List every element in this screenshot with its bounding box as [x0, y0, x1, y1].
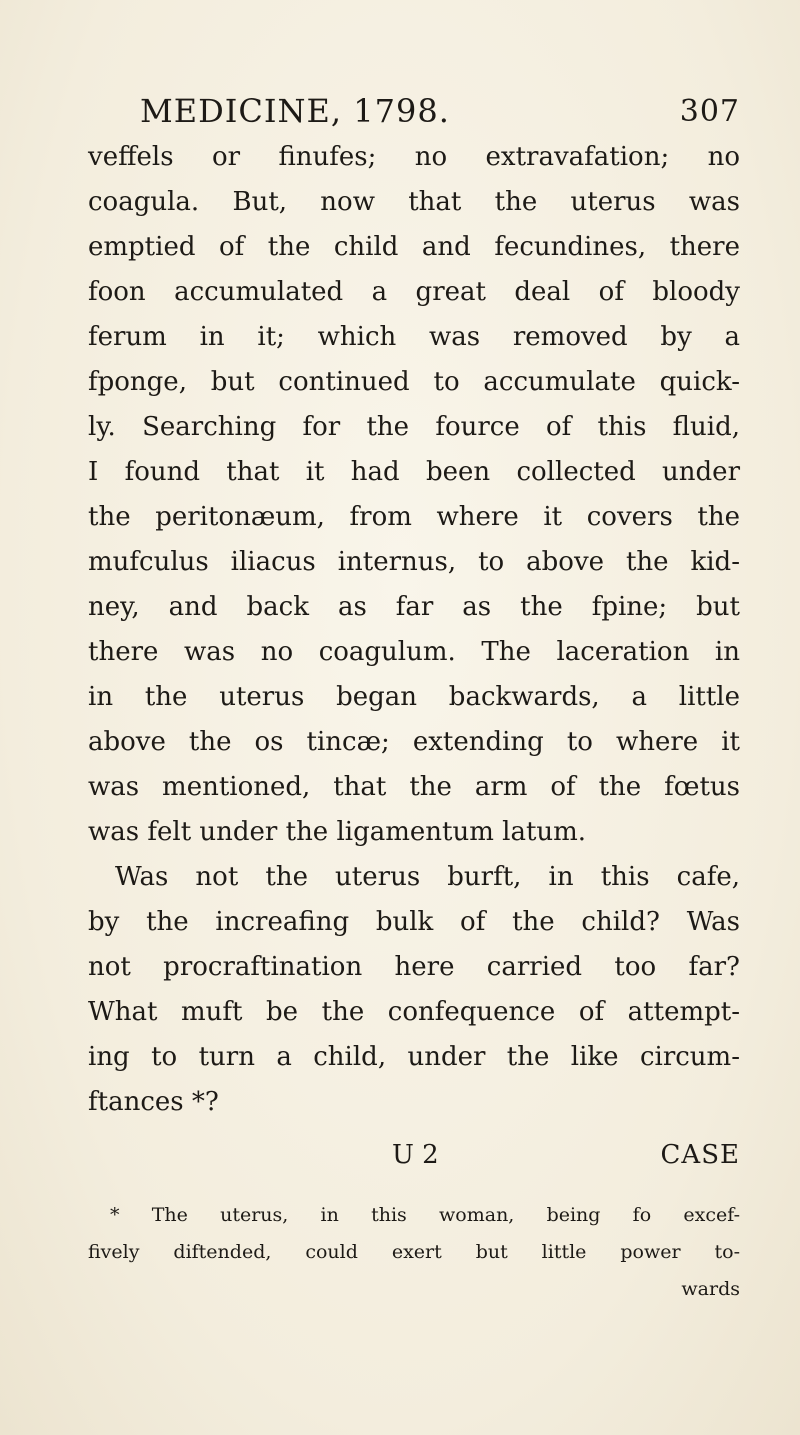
text-line: fponge, but continued to accumulate quick- [88, 367, 740, 397]
signature-row [0, 1140, 800, 1176]
text-line: emptied of the child and fecundines, there [88, 232, 740, 262]
text-line: ftances *? [88, 1087, 219, 1117]
footnote-line: fively diftended, could exert but little power to- [88, 1241, 740, 1263]
text-line: ing to turn a child, under the like circum- [88, 1042, 740, 1072]
running-head [140, 92, 740, 136]
text-line: coagula. But, now that the uterus was [88, 187, 740, 217]
text-line: Was not the uterus burft, in this cafe, [115, 862, 740, 892]
footnote-line: wards [681, 1278, 740, 1300]
page-number: 307 [679, 94, 740, 129]
text-line: there was no coagulum. The laceration in [88, 637, 740, 667]
text-line: ferum in it; which was removed by a [88, 322, 740, 352]
footnote-line: * The uterus, in this woman, being fo excef- [110, 1204, 740, 1226]
signature-mark: U 2 [392, 1140, 439, 1170]
text-line: was mentioned, that the arm of the fœtus [88, 772, 740, 802]
text-line: was felt under the ligamentum latum. [88, 817, 587, 847]
text-line: above the os tincæ; extending to where it [88, 727, 740, 757]
text-line: foon accumulated a great deal of bloody [88, 277, 740, 307]
text-line: ly. Searching for the fource of this fluid, [88, 412, 740, 442]
text-line: I found that it had been collected under [88, 457, 740, 487]
text-line: mufculus iliacus internus, to above the kid- [88, 547, 740, 577]
text-line: the peritonæum, from where it covers the [88, 502, 740, 532]
text-line: by the increafing bulk of the child? Was [88, 907, 740, 937]
text-line: ney, and back as far as the fpine; but [88, 592, 740, 622]
catchword: CASE [660, 1140, 740, 1170]
text-line: in the uterus began backwards, a little [88, 682, 740, 712]
text-line: not procraftination here carried too far? [88, 952, 740, 982]
text-line: What muft be the confequence of attempt- [88, 997, 740, 1027]
text-line: veffels or finufes; no extravafation; no [88, 142, 740, 172]
running-title: MEDICINE, 1798. [140, 92, 450, 130]
